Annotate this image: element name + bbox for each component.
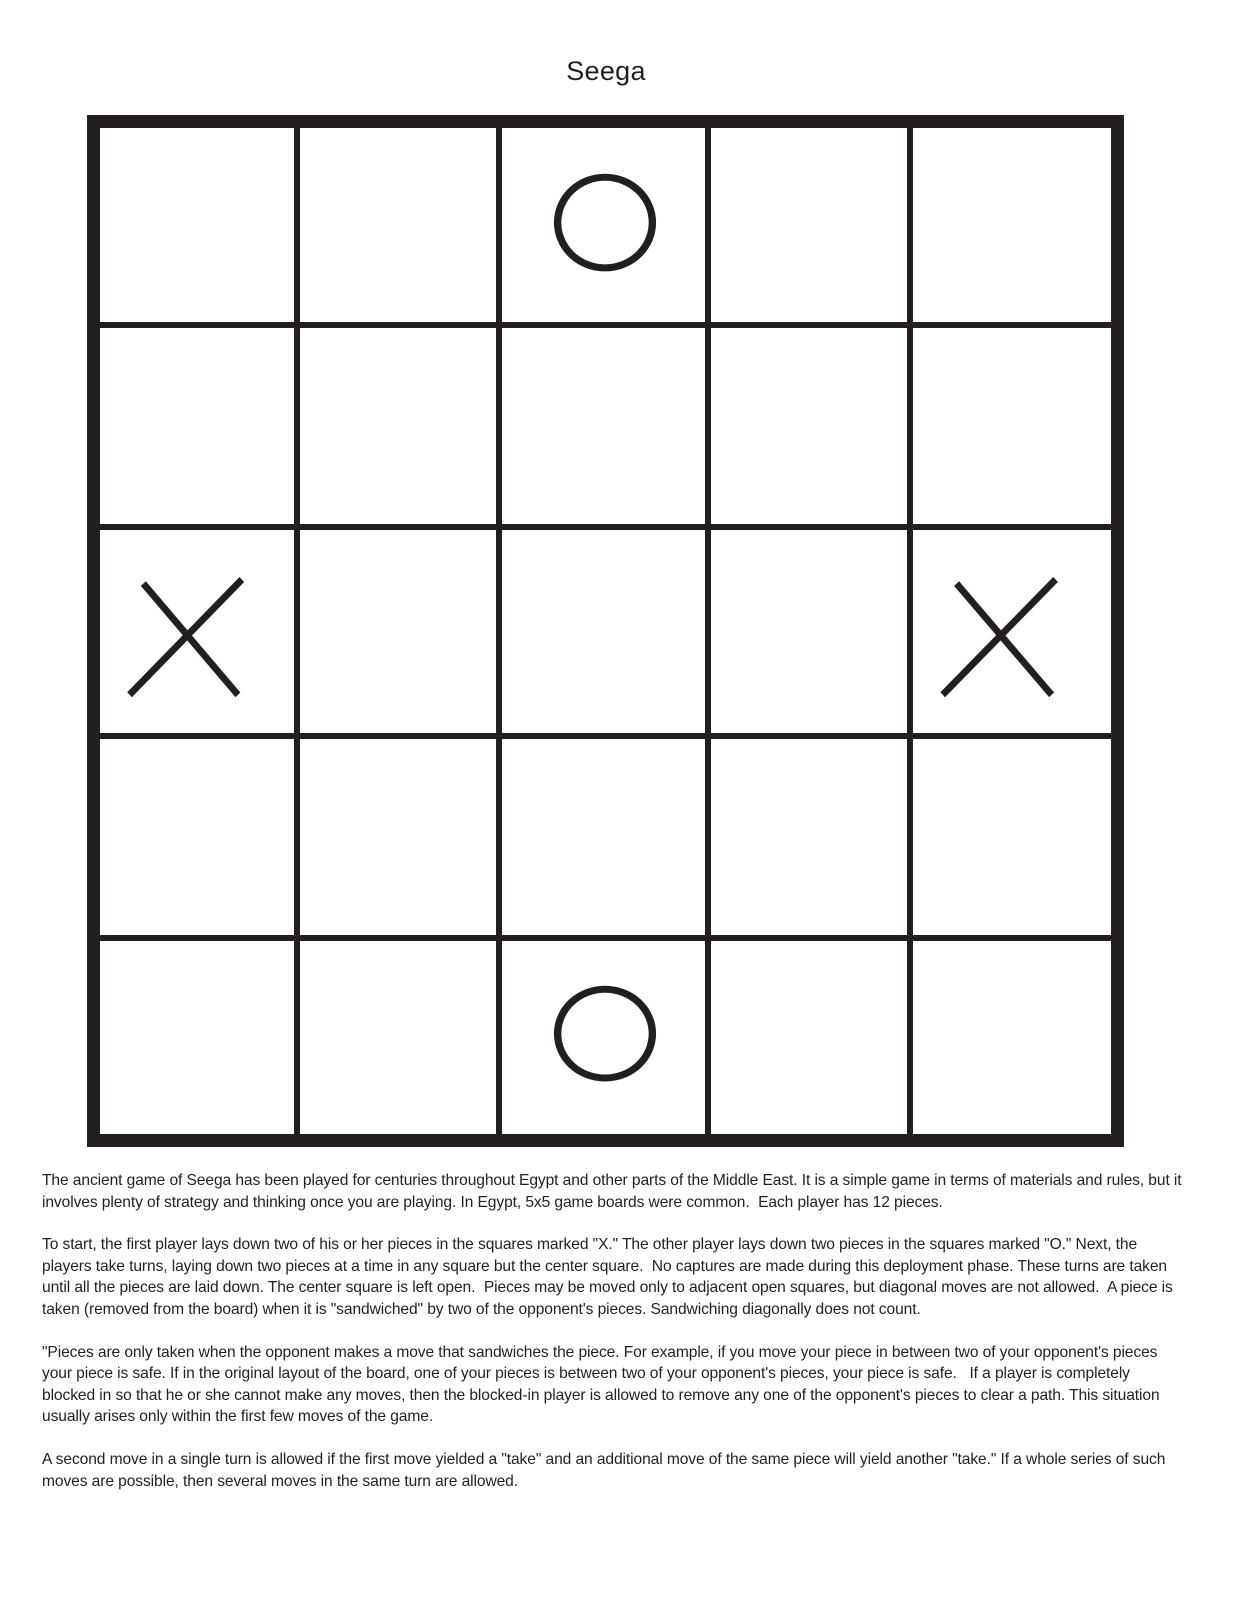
- board-square-r5-c4[interactable]: [705, 935, 910, 1134]
- o-marker-icon: [502, 941, 708, 1134]
- rules-paragraph-intro: The ancient game of Seega has been played for centuries throughout Egypt and other parts of the Middle East. It is a simple game in terms of materials and rules, but it involves plenty of strategy and thinking once you are playing. In Egypt, 5x5 game boards were common. Each player has 12 pieces.: [42, 1172, 1186, 1211]
- board-square-r4-c1[interactable]: [100, 733, 297, 938]
- board-square-r4-c2[interactable]: [294, 733, 499, 938]
- rules-paragraph-multi-move: A second move in a single turn is allowed if the first move yielded a "take" and an additional move of the same piece will yield another "take." If a whole series of such moves are possible, then several moves in the same turn are allowed.: [42, 1450, 1170, 1490]
- board-square-r3-c5[interactable]: [907, 524, 1111, 736]
- board-square-r1-c4[interactable]: [705, 128, 910, 325]
- board-square-r4-c4[interactable]: [705, 733, 910, 938]
- x-marker-icon: [100, 530, 297, 736]
- board-square-r3-c3[interactable]: [496, 524, 708, 736]
- rules-paragraph-setup: To start, the first player lays down two of his or her pieces in the squares marked "X." The other player lays down two pieces in the squares marked "O." Next, the players take turns, laying down two pieces at a time in any square but the center square. No captures are made during this deployment phase. These turns are taken until all the pieces are laid down. The center square is left open. Pieces may be moved only to adjacent open squares, but diagonal moves are not allowed. A piece is taken (removed from the board) when it is "sandwiched" by two of the opponent's pieces. Sandwiching diagonally does not count.: [42, 1236, 1177, 1318]
- board-square-r1-c3[interactable]: [496, 128, 708, 325]
- page-title: Seega: [566, 56, 646, 86]
- rules-paragraph-capture: "Pieces are only taken when the opponent makes a move that sandwiches the piece. For example, if you move your piece in between two of your opponent's pieces your piece is safe. If in the original layout of the board, one of your pieces is between two of your opponent's pieces, your piece is safe. If a player is completely blocked in so that he or she cannot make any moves, then the blocked-in player is allowed to remove any one of the opponent's pieces to clear a path. This situation usually arises only within the first few moves of the game.: [42, 1343, 1164, 1426]
- board-square-r2-c4[interactable]: [705, 322, 910, 527]
- board-square-r5-c2[interactable]: [294, 935, 499, 1134]
- board-square-r3-c2[interactable]: [294, 524, 499, 736]
- board-square-r2-c5[interactable]: [907, 322, 1111, 527]
- board-square-r4-c5[interactable]: [907, 733, 1111, 938]
- board-square-r4-c3[interactable]: [496, 733, 708, 938]
- board-square-r2-c3[interactable]: [496, 322, 708, 527]
- board-square-r3-c1[interactable]: [100, 524, 297, 736]
- o-marker-icon: [502, 128, 708, 325]
- board-square-r5-c3[interactable]: [496, 935, 708, 1134]
- board-square-r1-c5[interactable]: [907, 128, 1111, 325]
- x-marker-icon: [913, 530, 1111, 736]
- seega-board: [87, 115, 1124, 1147]
- board-square-r1-c1[interactable]: [100, 128, 297, 325]
- rules-text: [42, 1170, 1186, 1513]
- board-square-r5-c5[interactable]: [907, 935, 1111, 1134]
- board-square-r2-c1[interactable]: [100, 322, 297, 527]
- board-square-r5-c1[interactable]: [100, 935, 297, 1134]
- board-square-r2-c2[interactable]: [294, 322, 499, 527]
- board-square-r3-c4[interactable]: [705, 524, 910, 736]
- board-square-r1-c2[interactable]: [294, 128, 499, 325]
